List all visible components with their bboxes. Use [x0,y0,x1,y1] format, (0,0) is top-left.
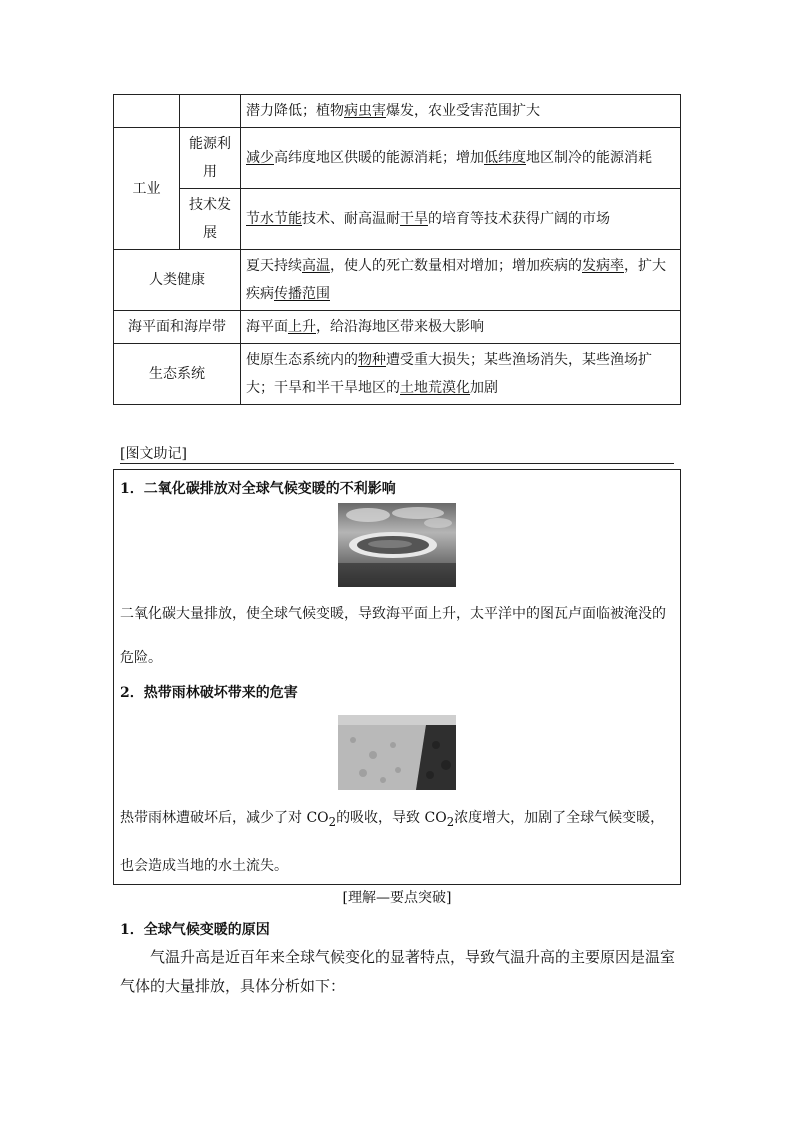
underlined-term: 土地荒漠化 [400,380,470,396]
eco-impact [241,344,681,405]
underlined-term: 高温 [302,258,330,274]
underlined-term: 低纬度 [484,150,526,166]
tuwen-box [113,469,681,885]
item1-text: 二氧化碳大量排放，使全球气候变暖，导致海平面上升，太平洋中的图瓦卢面临被淹没的危险。 [120,606,666,666]
deforestation-image [338,715,456,790]
tech-label: 技术发展 [180,189,241,250]
energy-label: 能源利用 [180,128,241,189]
eco-label: 生态系统 [114,344,241,405]
item2-text [120,796,674,888]
text: 的吸收，导致 CO [336,810,447,826]
underlined-term: 减少 [246,150,274,166]
text: 遭受重大损失；某些渔场消失，某些渔场扩大；干旱和半干旱地区的 [246,352,652,396]
text: 浓度增大，加剧了全球气候变暖，也会造成当地的水土流失。 [120,810,665,874]
atoll-image [338,503,456,587]
text: 海平面 [246,319,288,335]
table-row [114,128,681,189]
text: 技术、耐高温耐 [302,211,400,227]
text: 热带雨林遭破坏后，减少了对 CO [120,810,329,826]
table-row [114,189,681,250]
text: 的培育等技术获得广阔的市场 [428,211,610,227]
underlined-term: 传播范围 [274,286,330,302]
tuwen-header-label: [图文助记] [120,446,187,462]
underlined-term: 上升 [288,319,316,335]
table-row [114,95,681,128]
underlined-term: 发病率 [582,258,624,274]
tech-impact [241,189,681,250]
underlined-term: 干旱 [400,211,428,227]
subscript: 2 [446,814,455,829]
underlined-term: 节水节能 [246,211,302,227]
key-point-title: 1．全球气候变暖的原因 [120,922,270,938]
text: ，使人的死亡数量相对增加；增加疾病的 [330,258,582,274]
underlined-term: 物种 [358,352,386,368]
text: 夏天持续 [246,258,302,274]
text: 地区制冷的能源消耗 [526,150,652,166]
subscript: 2 [328,814,337,829]
table-row [114,311,681,344]
underlined-term: 病虫害 [344,103,386,119]
text: 使原生态系统内的 [246,352,358,368]
atoll-photo [338,503,456,587]
health-label: 人类健康 [114,250,241,311]
item1-title: 1．二氧化碳排放对全球气候变暖的不利影响 [120,481,396,497]
item2-title: 2．热带雨林破坏带来的危害 [120,685,298,701]
table-cell-empty [114,95,180,128]
agri-impact-cont [241,95,681,128]
sea-label: 海平面和海岸带 [114,311,241,344]
sea-impact [241,311,681,344]
tuwen-header [120,446,674,464]
table-row [114,344,681,405]
climate-impact-table [113,94,681,405]
text: ，扩大疾病 [246,258,666,302]
deforestation-photo [338,715,456,790]
text: 高纬度地区供暖的能源消耗；增加 [274,150,484,166]
table-cell-empty [180,95,241,128]
text: ，给沿海地区带来极大影响 [316,319,484,335]
energy-impact [241,128,681,189]
table-row [114,250,681,311]
health-impact [241,250,681,311]
key-point-paragraph: 气温升高是近百年来全球气候变化的显著特点，导致气温升高的主要原因是温室气体的大量排放，具体分析如下： [120,948,676,995]
text: 加剧 [470,380,498,396]
section-tag: [理解—要点突破] [342,890,452,906]
text: 爆发，农业受害范围扩大 [386,103,540,119]
industry-label: 工业 [114,128,180,250]
text: 潜力降低；植物 [246,103,344,119]
